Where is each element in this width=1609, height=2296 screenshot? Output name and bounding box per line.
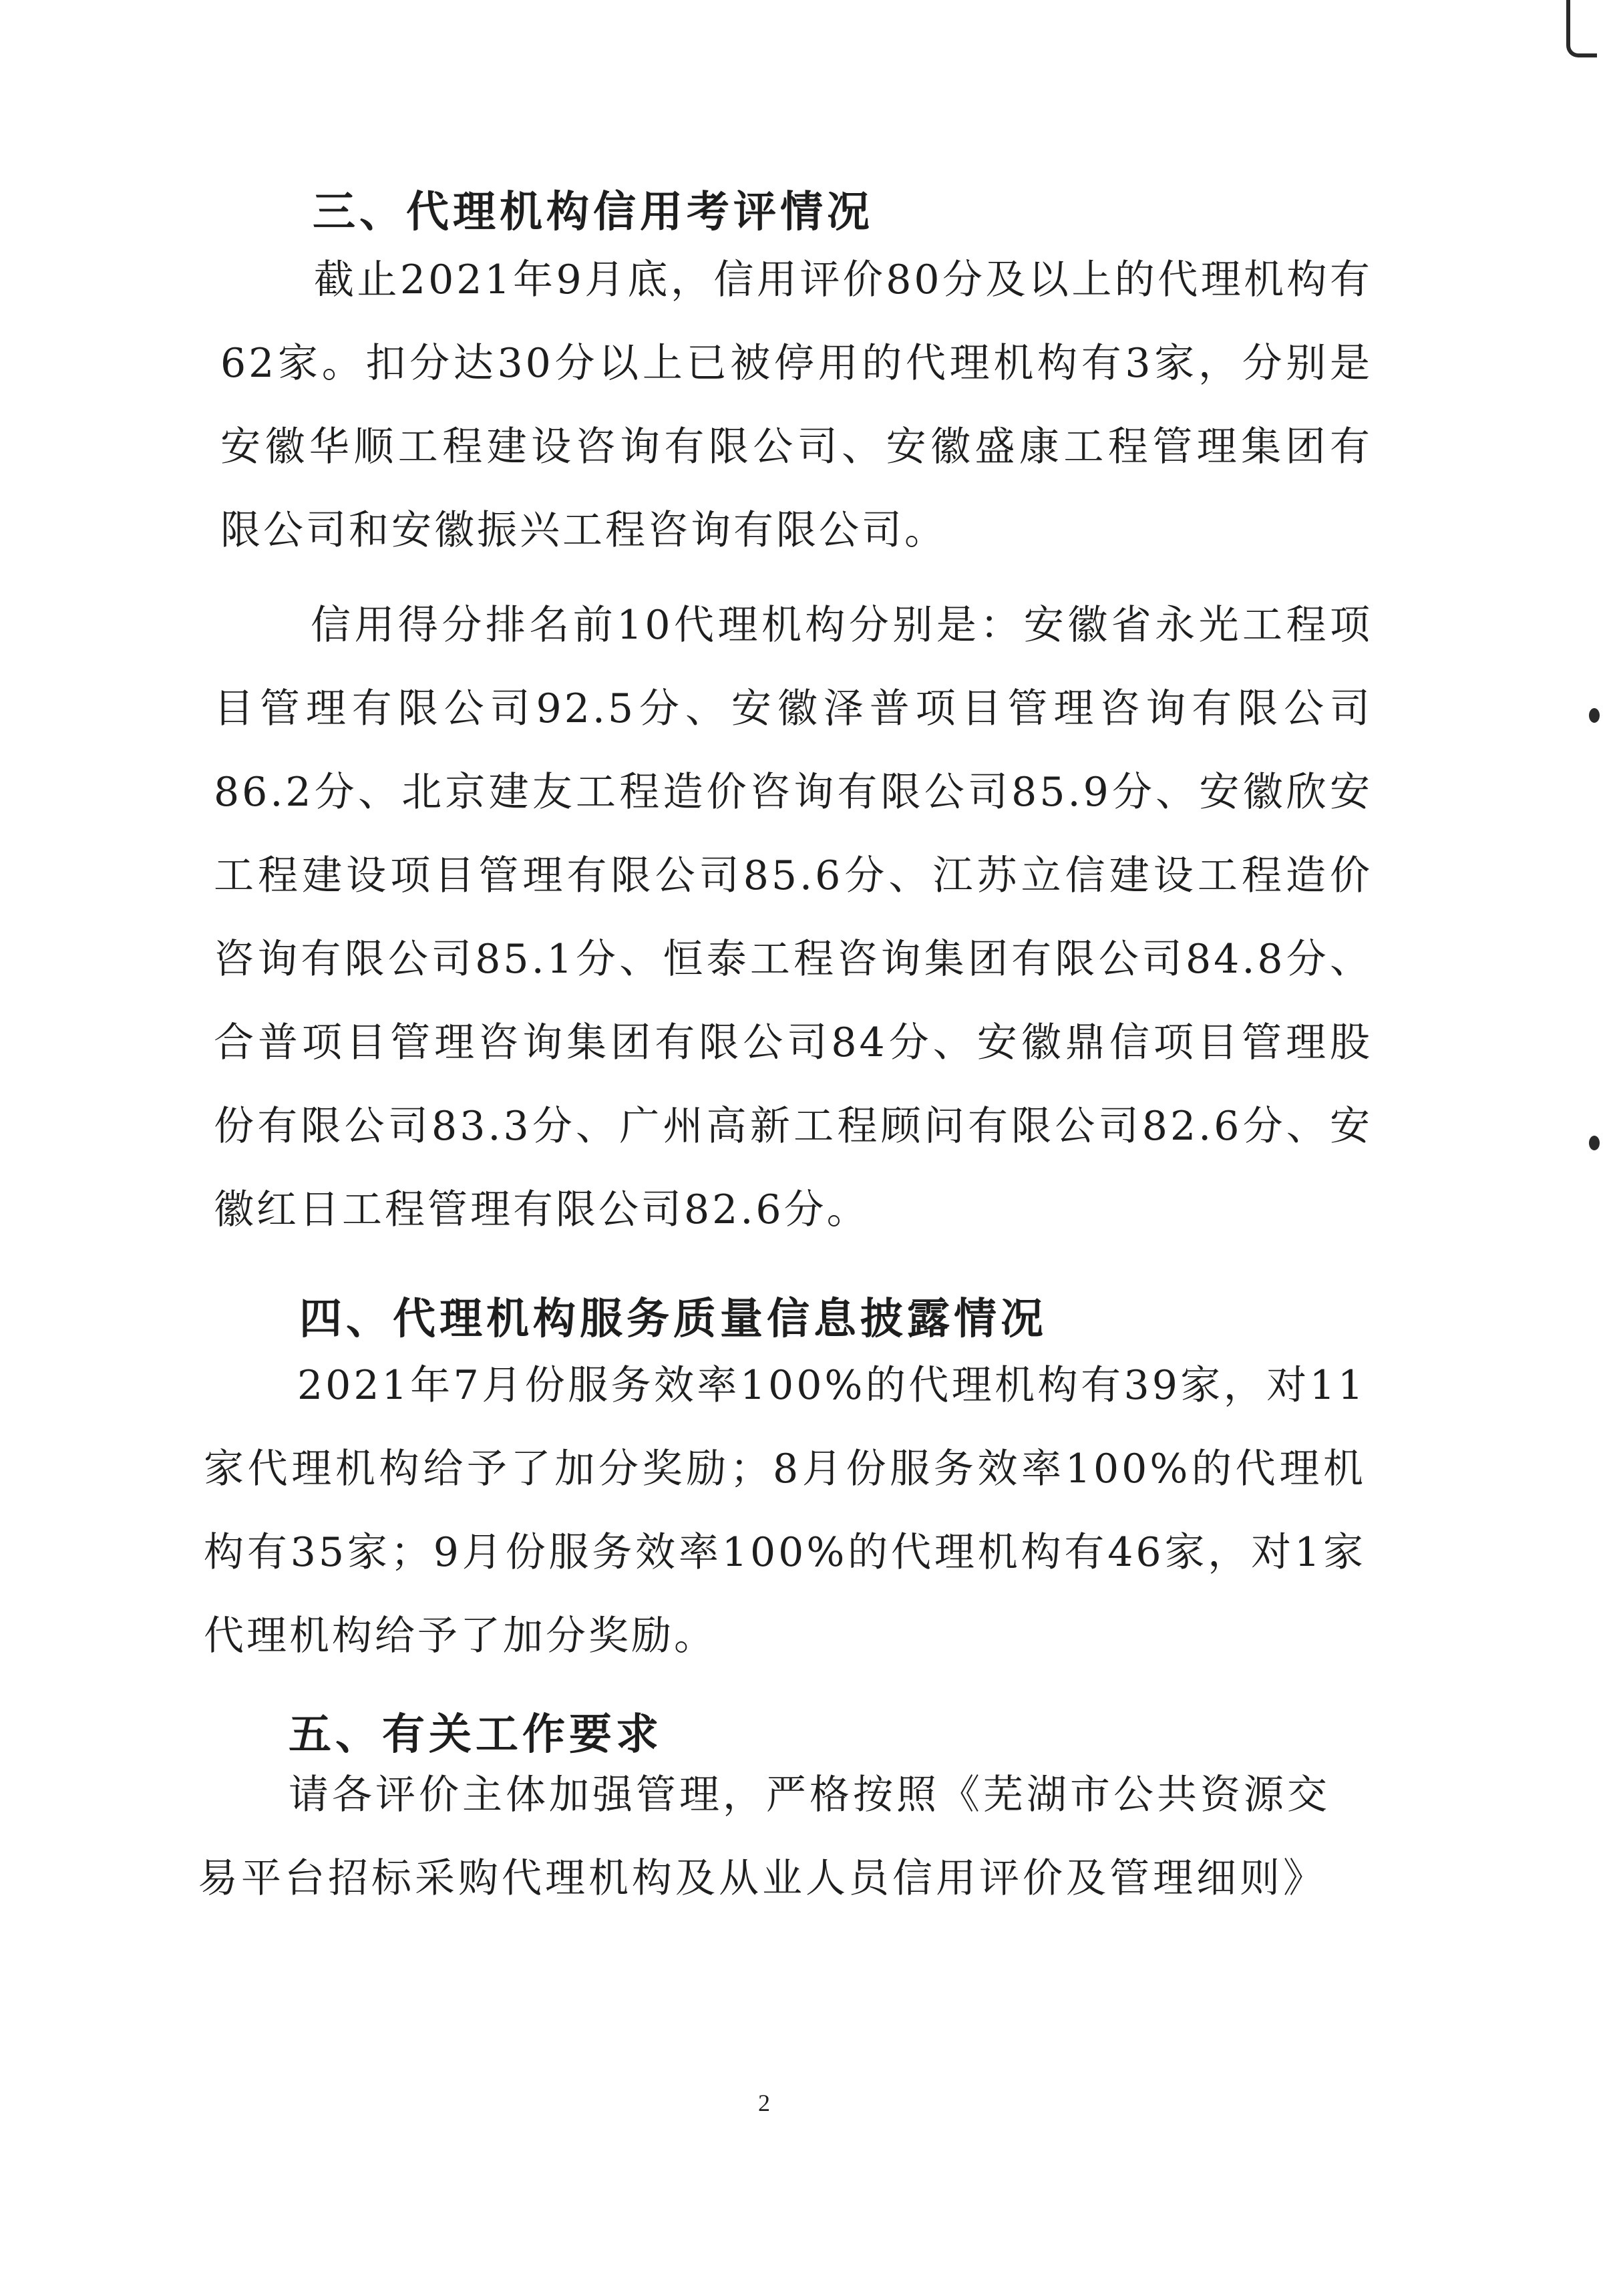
section-5-line-1: 请各评价主体加强管理，严格按照《芜湖市公共资源交: [289, 1772, 1330, 1818]
section-3-paragraph-2: 信用得分排名前10代理机构分别是：安徽省永光工程项目管理有限公司92.5分、安徽泽普项目管理咨询有限公司86.2分、北京建友工程造价咨询有限公司85.9分、安徽欣安工程建设项目管理有限公司85.6分、江苏立信建设工程造价咨询有限公司85.1分、恒泰工程咨询集团有限公司84.8分、合普项目管理咨询集团有限公司84分、安徽鼎信项目管理股份有限公司83.3分、广州高新工程顾问有限公司82.6分、安徽红日工程管理有限公司82.6分。: [214, 602, 1373, 1233]
section-4-paragraph-1: 2021年7月份服务效率100%的代理机构有39家，对11家代理机构给予了加分奖励；8月份服务效率100%的代理机构有35家；9月份服务效率100%的代理机构有46家，对1家代理机构给予了加分奖励。: [204, 1362, 1366, 1659]
section-5-heading: 五、有关工作要求: [289, 1710, 663, 1760]
section-3-heading: 三、代理机构信用考评情况: [313, 188, 874, 237]
section-3-paragraph-1: 截止2021年9月底，信用评价80分及以上的代理机构有62家。扣分达30分以上已被停用的代理机构有3家，分别是安徽华顺工程建设咨询有限公司、安徽盛康工程管理集团有限公司和安徽振兴工程咨询有限公司。: [220, 257, 1373, 554]
scan-edge-mark: [1589, 708, 1600, 723]
scan-edge-mark: [1589, 1136, 1600, 1150]
scan-corner-mark: [1566, 0, 1597, 57]
section-4-heading: 四、代理机构服务质量信息披露情况: [299, 1295, 1047, 1344]
section-5-line-2: 易平台招标采购代理机构及从业人员信用评价及管理细则》: [198, 1855, 1326, 1902]
page-number: 2: [758, 2090, 770, 2116]
